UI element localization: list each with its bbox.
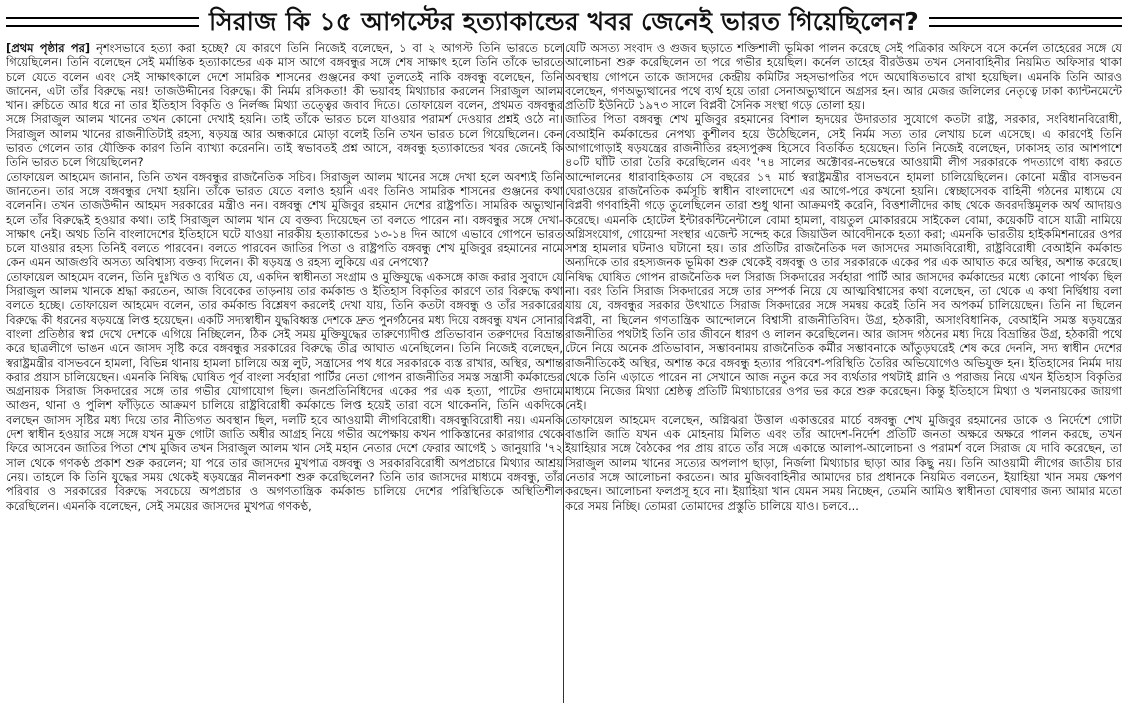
paragraph [6,41,563,170]
headline-bar [6,5,1122,39]
paragraph: জাতির পিতা বঙ্গবন্ধু শেখ মুজিবুর রহমানের বিশাল হৃদয়ের উদারতার সুযোগে কতটা রাষ্ট্র, সরকার, সংবিধানবিরোধী, বেআইনি কর্মকান্ডের নেপথ্য কুশীলব হয়ে উঠেছিলেন, সেই নির্মম সত্য তার লেখায় চলে এসেছে। এ কারণেই তিনি আগাগোড়াই ষড়যন্ত্রের রাজনীতির রহস্যপুরুষ হিসেবে বিতর্কিত হয়েছেন। তিনি নিজেই বলেছেন, ঢাকাসহ তার আশপাশে ৪০টি ঘাঁটি তারা তৈরি করেছিলেন এবং '৭৪ সালের অক্টোবর-নভেম্বরে আওয়ামী লীগ সরকারকে পদত্যাগে বাধ্য করতে আন্দোলনের ধারাবাহিকতায় সে বছরের ১৭ মার্চ স্বরাষ্ট্রমন্ত্রীর বাসভবনে হামলা চালিয়েছিলেন। কোনো মন্ত্রীর বাসভবন ঘেরাওয়ের রাজনৈতিক কর্মসূচি স্বাধীন বাংলাদেশে এর আগে-পরে কখনো হয়নি। স্বেচ্ছাসেবক বাহিনী গঠনের মাধ্যমে যে বিপ্লবী গণবাহিনী গড়ে তুলেছিলেন তারা শুধু থানা আক্রমণই করেনি, বিত্তশালীদের কাছ থেকে জবরদস্তিমূলক অর্থ আদায়ও করেছে। এমনকি হোটেল ইন্টারকন্টিনেন্টালে বোমা হামলা, বায়তুল মোকাররমে সাইকেল বোমা, কয়েকটি বাসে যাত্রী নামিয়ে অগ্নিসংযোগ, গোয়েন্দা সংস্থার এজেন্ট সন্দেহ করে জিয়াউল আবেদীনকে হত্যা করা; এমনকি ভারতীয় হাইকমিশনারের ওপর সশস্ত্র হামলার ঘটনাও ঘটানো হয়। তার প্রতিটির রাজনৈতিক দল জাসদের সমাজবিরোধী, রাষ্ট্রবিরোধী বেআইনি কর্মকান্ড অন্যদিকে তার রহস্যজনক ভূমিকা শুরু থেকেই বঙ্গবন্ধু ও তার সরকারকে একের পর এক আঘাত করে অস্থির, অশান্ত করেছে। নিষিদ্ধ ঘোষিত গোপন রাজনৈতিক দল সিরাজ সিকদারের সর্বহারা পার্টি আর জাসদের কর্মকান্ডের মধ্যে কোনো পার্থক্য ছিল না। বরং তিনি সিরাজ সিকদারের সঙ্গে তার সম্পর্ক নিয়ে যে আত্মবিশ্বাসের কথা বলেছেন, তা থেকে এ কথা নির্দ্বিধায় বলা যায় যে, বঙ্গবন্ধুর সরকার উৎখাতে সিরাজ সিকদারের সঙ্গে সমন্বয় করেই তিনি সব অপকর্ম চালিয়েছেন। তিনি না ছিলেন বিপ্লবী, না ছিলেন গণতান্ত্রিক আন্দোলনে বিশ্বাসী রাজনীতিবিদ। উগ্র, হঠকারী, অসাংবিধানিক, বেআইনি সমস্ত ষড়যন্ত্রের রাজনীতির পথটাই তিনি তার জীবনে ধারণ ও লালন করেছিলেন। আর জাসদ গঠনের মধ্য দিয়ে বিভ্রান্তির উগ্র, হঠকারী পথে টেনে নিয়ে অনেক প্রতিভাবান, সম্ভাবনাময় রাজনৈতিক কর্মীর সম্ভাবনাকে আঁতুড়ঘরেই শেষ করে দেননি, সদ্য স্বাধীন দেশের রাজনীতিকেই অস্থির, অশান্ত করে বঙ্গবন্ধু হত্যার পরিবেশ-পরিস্থিতি তৈরির অভিযোগেও অভিযুক্ত হন। ইতিহাসের নির্মম দায় থেকে তিনি এড়াতে পারেন না সেখানে আজ নতুন করে সব ব্যর্থতার পথটাই গ্লানি ও পরাজয় নিয়ে এখন ইতিহাস বিকৃতির মাধ্যমে নিজের মিথ্যা শ্রেষ্ঠত্ব প্রতিটি মিথ্যাচারের ওপর ভর করে শুরু করেছেন। কিন্তু ইতিহাসে মিথ্যা ও খলনায়কের জায়গা নেই। [565,112,1122,413]
headline-rule-left [6,17,199,27]
paragraph: তোফায়েল আহমেদ জানান, তিনি তখন বঙ্গবন্ধুর রাজনৈতিক সচিব। সিরাজুল আলম খানের সঙ্গে দেখা হলে অবশ্যই তিনি জানতেন। তার সঙ্গে বঙ্গবন্ধুর দেখা হয়নি। তাঁকে ভারত যেতে বলাও হয়নি এবং তিনিও সামরিক শাসনের গুঞ্জনের কথা বলেননি। তখন তাজউদ্দীন আহমদ সরকারের মন্ত্রীও নন। বঙ্গবন্ধু শেখ মুজিবুর রহমান দেশের রাষ্ট্রপতি। সামরিক অভ্যুত্থান হলে তাঁর বিরুদ্ধেই হওয়ার কথা। তাই সিরাজুল আলম খান যে বক্তব্য দিয়েছেন তা বলতে পারেন না। বঙ্গবন্ধুর সঙ্গে দেখা-সাক্ষাৎ নেই। অথচ তিনি বাংলাদেশের ইতিহাসে ঘটে যাওয়া নারকীয় হত্যাকান্ডের ১৩-১৪ দিন আগে এভাবে গোপনে ভারত চলে যাওয়ার রহস্য তিনিই বলতে পারবেন। বলতে পারবেন জাতির পিতা ও রাষ্ট্রপতি বঙ্গবন্ধু শেখ মুজিবুর রহমানের নামে কেন এমন আজগুবি অসত্য অবিশ্বাস্য বক্তব্য দিলেন। কী ষড়যন্ত্র ও রহস্য লুকিয়ে এর নেপথ্যে? [6,169,563,270]
headline: সিরাজ কি ১৫ আগস্টের হত্যাকান্ডের খবর জেনেই ভারত গিয়েছিলেন? [209,7,919,36]
paragraph: তোফায়েল আহমেদ বলেন, তিনি দুঃখিত ও ব্যথিত যে, একদিন স্বাধীনতা সংগ্রাম ও মুক্তিযুদ্ধে একসঙ্গে কাজ করার সুবাদে যে সিরাজুল আলম খানকে শ্রদ্ধা করতেন, আজ বিবেকের তাড়নায় তার কর্মকান্ড ও ইতিহাস বিকৃতির কারণে তার বিরুদ্ধে কথা বলতে হচ্ছে। তোফায়েল আহমেদ বলেন, তার কর্মকান্ড বিশ্লেষণ করলেই দেখা যায়, তিনি কতটা বঙ্গবন্ধু ও তাঁর সরকারের বিরুদ্ধে কী ধরনের ষড়যন্ত্রে লিপ্ত হয়েছেন। একটি সদ্যস্বাধীন যুদ্ধবিধ্বস্ত দেশকে দ্রুত পুনর্গঠনের মধ্য দিয়ে বঙ্গবন্ধু যখন সোনার বাংলা প্রতিষ্ঠার স্বপ্ন দেখে দেশকে এগিয়ে নিচ্ছিলেন, ঠিক সেই সময় মুক্তিযুদ্ধের তারুণ্যোদীপ্ত প্রতিভাবান তরুণদের বিভ্রান্ত করে ছাত্রলীগে ভাঙন এনে জাসদ সৃষ্টি করে বঙ্গবন্ধুর সরকারের বিরুদ্ধে তীব্র আঘাত এনেছিলেন। তিনি নিজেই বলেছেন, স্বরাষ্ট্রমন্ত্রীর বাসভবনে হামলা, বিভিন্ন থানায় হামলা চালিয়ে অস্ত্র লুট, সন্ত্রাসের পথ ধরে সরকারকে ব্যস্ত রাখার, অস্থির, অশান্ত করার প্রয়াস চালিয়েছেন। এমনকি নিষিদ্ধ ঘোষিত পূর্ব বাংলা সর্বহারা পার্টির নেতা গোপন রাজনীতির সমস্ত সন্ত্রাসী কর্মকান্ডের অগ্রনায়ক সিরাজ সিকদারের সঙ্গে তার গভীর যোগাযোগ ছিল। জনপ্রতিনিধিদের একের পর এক হত্যা, পাটের গুদামে আগুন, থানা ও পুলিশ ফাঁড়িতে আক্রমণ চালিয়ে রাষ্ট্রবিরোধী কর্মকান্ডে লিপ্ত হয়েই তারা বসে থাকেননি, তিনি একদিকে বলছেন জাসদ সৃষ্টির মধ্য দিয়ে তার নীতিগত অবস্থান ছিল, দলটি হবে আওয়ামী লীগবিরোধী। বঙ্গবন্ধুবিরোধী নয়। এমনকি দেশ স্বাধীন হওয়ার সঙ্গে সঙ্গে যখন মুক্ত গোটা জাতি অধীর আগ্রহ নিয়ে গভীর অপেক্ষায় কখন পাকিস্তানের কারাগার থেকে ফিরে আসবেন জাতির পিতা শেখ মুজিব তখন সিরাজুল আলম খান সেই মহান নেতার দেশে ফেরার আগেই ১ জানুয়ারি '৭২ সাল থেকে গণকণ্ঠ প্রকাশ শুরু করলেন; যা পরে তার জাসদের মুখপাত্র বঙ্গবন্ধু ও সরকারবিরোধী অপপ্রচারে মিথ্যার আশ্রয় নেয়। তাহলে কি তিনি যুদ্ধের সময় থেকেই ষড়যন্ত্রের নীলনকশা শুরু করেছিলেন? তিনি তার জাসদের মাধ্যমে বঙ্গবন্ধু, তাঁর পরিবার ও সরকারের বিরুদ্ধে সবচেয়ে অপপ্রচার ও অগণতান্ত্রিক কর্মকান্ড চালিয়ে দেশের পরিস্থিতিকে অস্থিতিশীল করেছিলেন। এমনকি বলেছেন, সেই সময়ের জাসদের মুখপত্র গণকণ্ঠ, [6,269,563,513]
article-body [6,41,1122,705]
paragraph-text: নৃশংসভাবে হত্যা করা হচ্ছে? যে কারণে তিনি নিজেই বলেছেন, ১ বা ২ আগস্ট তিনি ভারতে চলে গিয়েছিলেন। তিনি বলেছেন সেই মর্মান্তিক হত্যাকান্ডের এক মাস আগে বঙ্গবন্ধুর সঙ্গে শেষ সাক্ষাৎ হলে তিনি তাঁকে ভারতে চলে যেতে বলেন এবং সেই সাক্ষাৎকালে দেশে সামরিক শাসনের গুঞ্জনের কথা তুলতেই নাকি বঙ্গবন্ধু বলেছেন, তিনি জানেন, এটা তাঁর বিরুদ্ধে নয়! তাজউদ্দীনের বিরুদ্ধে। কী নির্মম রসিকতা! কী ভয়াবহ মিথ্যাচার করলেন সিরাজুল আলম খান। রুচিতে আর ধরে না তার ইতিহাস বিকৃতি ও নির্লজ্জ মিথ্যা তত্ত্বের জবাব দিতে। তোফায়েল বলেন, প্রথমত বঙ্গবন্ধুর সঙ্গে সিরাজুল আলম খানের তখন কোনো দেখাই হয়নি। তাই তাঁকে ভারত চলে যাওয়ার পরামর্শ দেওয়ার প্রশ্নই ওঠে না। সিরাজুল আলম খানের রাজনীতিটাই রহস্য, ষড়যন্ত্র আর অন্ধকারে মোড়া বলেই তিনি তখন ভারত চলে গিয়েছিলেন। কেন ভারত গেলেন তার যৌক্তিক কারণ তিনি ব্যাখ্যা করেননি। তাই স্বভাবতই প্রশ্ন আসে, বঙ্গবন্ধু হত্যাকান্ডের খবর জেনেই কি তিনি ভারত চলে গিয়েছিলেন? [6,41,563,170]
continued-from-front-page-tag: [প্রথম পৃষ্ঠার পর] [6,41,91,55]
right-column [565,41,1122,705]
paragraph: যেটি অসত্য সংবাদ ও গুজব ছড়াতে শক্তিশালী ভূমিকা পালন করেছে সেই পত্রিকার অফিসে বসে কর্নেল তাহেরের সঙ্গে যে আলোচনা শুরু করেছিলেন তা পরে গভীর হয়েছিল। কর্নেল তাহের বীরউত্তম তখন সেনাবাহিনীর নিয়মিত অফিসার থাকা অবস্থায় গোপনে তাকে জাসদের কেন্দ্রীয় কমিটির সহসভাপতির পদে অঘোষিতভাবে রাখা হয়েছিল। এমনকি তিনি আরও বলেছেন, গণঅভ্যুত্থানের পথে ব্যর্থ হয়ে তারা সেনাঅভ্যুত্থানে অগ্রসর হন। আর মেজর জলিলের নেতৃত্বে ঢাকা ক্যান্টনমেন্টে প্রতিটি ইউনিটে ১৯৭৩ সালে বিপ্লবী সৈনিক সংস্থা গড়ে তোলা হয়। [565,41,1122,113]
headline-rule-right [929,17,1122,27]
column-divider [563,43,564,703]
paragraph: তোফায়েল আহমেদ বলেছেন, অগ্নিঝরা উত্তাল একাত্তরের মার্চে বঙ্গবন্ধু শেখ মুজিবুর রহমানের ডাকে ও নির্দেশে গোটা বাঙালি জাতি যখন এক মোহনায় মিলিত এবং তাঁর আদেশ-নির্দেশ প্রতিটি জনতা অক্ষরে অক্ষরে পালন করছে, তখন ইয়াহিয়ার সঙ্গে বৈঠকের পর প্রায় রাতে তাঁর সঙ্গে একান্তে আলাপ-আলোচনা ও পরামর্শ বলে সিরাজ যে দাবি করেছেন, তা সিরাজুল আলম খানের সত্যের অপলাপ ছাড়া, নির্জলা মিথ্যাচার ছাড়া আর কিছু নয়। তিনি আওয়ামী লীগের জাতীয় চার নেতার সঙ্গে আলোচনা করতেন। আর মুজিববাহিনীর আমাদের চার প্রধানকে নিয়মিত বলতেন, ইয়াহিয়া খান সময় ক্ষেপণ করছেন। আলোচনা ফলপ্রসূ হবে না। ইয়াহিয়া খান যেমন সময় নিচ্ছেন, তেমনি আমিও স্বাধীনতা ঘোষণার জন্য আমার মতো করে সময় নিচ্ছি। তোমরা তোমাদের প্রস্তুতি চালিয়ে যাও। চলবে... [565,412,1122,513]
left-column [6,41,563,705]
